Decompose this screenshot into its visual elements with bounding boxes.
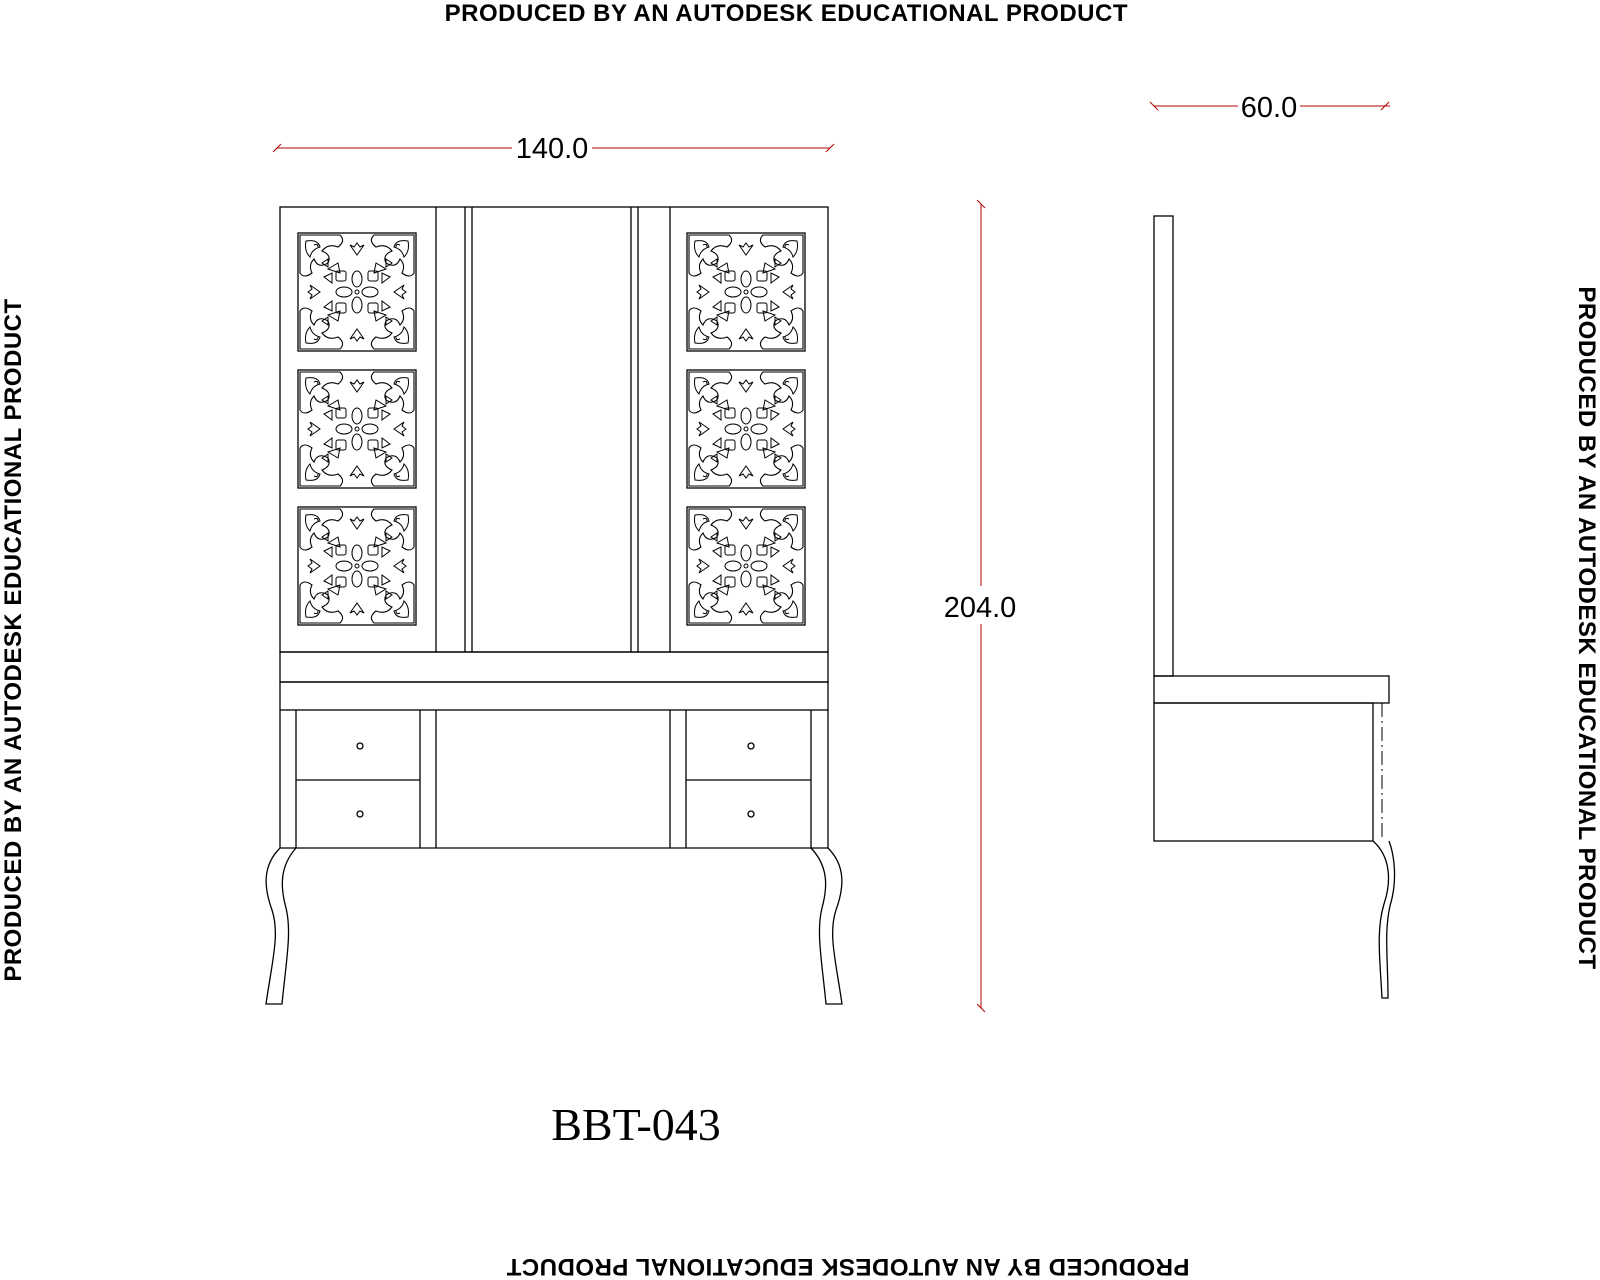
ornament-panel [298, 507, 416, 625]
watermark-right: PRODUCED BY AN AUTODESK EDUCATIONAL PRODUCT [1573, 286, 1600, 970]
height-label: 204.0 [943, 592, 1017, 624]
drawer-knob [357, 743, 363, 749]
watermark-left: PRODUCED BY AN AUTODESK EDUCATIONAL PRODUCT [0, 298, 27, 982]
ornament-panel [298, 370, 416, 488]
ornament-panel [687, 233, 805, 351]
side-view [1154, 216, 1395, 998]
drawer-knob [357, 811, 363, 817]
watermark-bottom: PRODUCED BY AN AUTODESK EDUCATIONAL PRODUCT [506, 1253, 1190, 1280]
front-view [266, 207, 842, 1004]
side-base [1154, 703, 1373, 841]
height-dimension [944, 200, 1017, 1012]
side-counter-top [1154, 676, 1389, 703]
ornament-panel [687, 507, 805, 625]
drawer-knob [748, 811, 754, 817]
counter-top [280, 652, 828, 682]
width-label: 140.0 [515, 133, 589, 165]
top-apron [280, 682, 828, 710]
ornament-panel [298, 233, 416, 351]
drawer-knob [748, 743, 754, 749]
left-leg [266, 848, 296, 1004]
ornament-panel [687, 370, 805, 488]
depth-label: 60.0 [1240, 92, 1298, 124]
side-leg [1373, 841, 1395, 998]
side-mirror-back [1154, 216, 1173, 676]
watermark-top: PRODUCED BY AN AUTODESK EDUCATIONAL PRODUCT [444, 0, 1128, 27]
right-leg [811, 848, 842, 1004]
width-dimension [273, 133, 834, 165]
model-code: BBT-043 [551, 1099, 721, 1150]
depth-dimension [1150, 92, 1390, 124]
